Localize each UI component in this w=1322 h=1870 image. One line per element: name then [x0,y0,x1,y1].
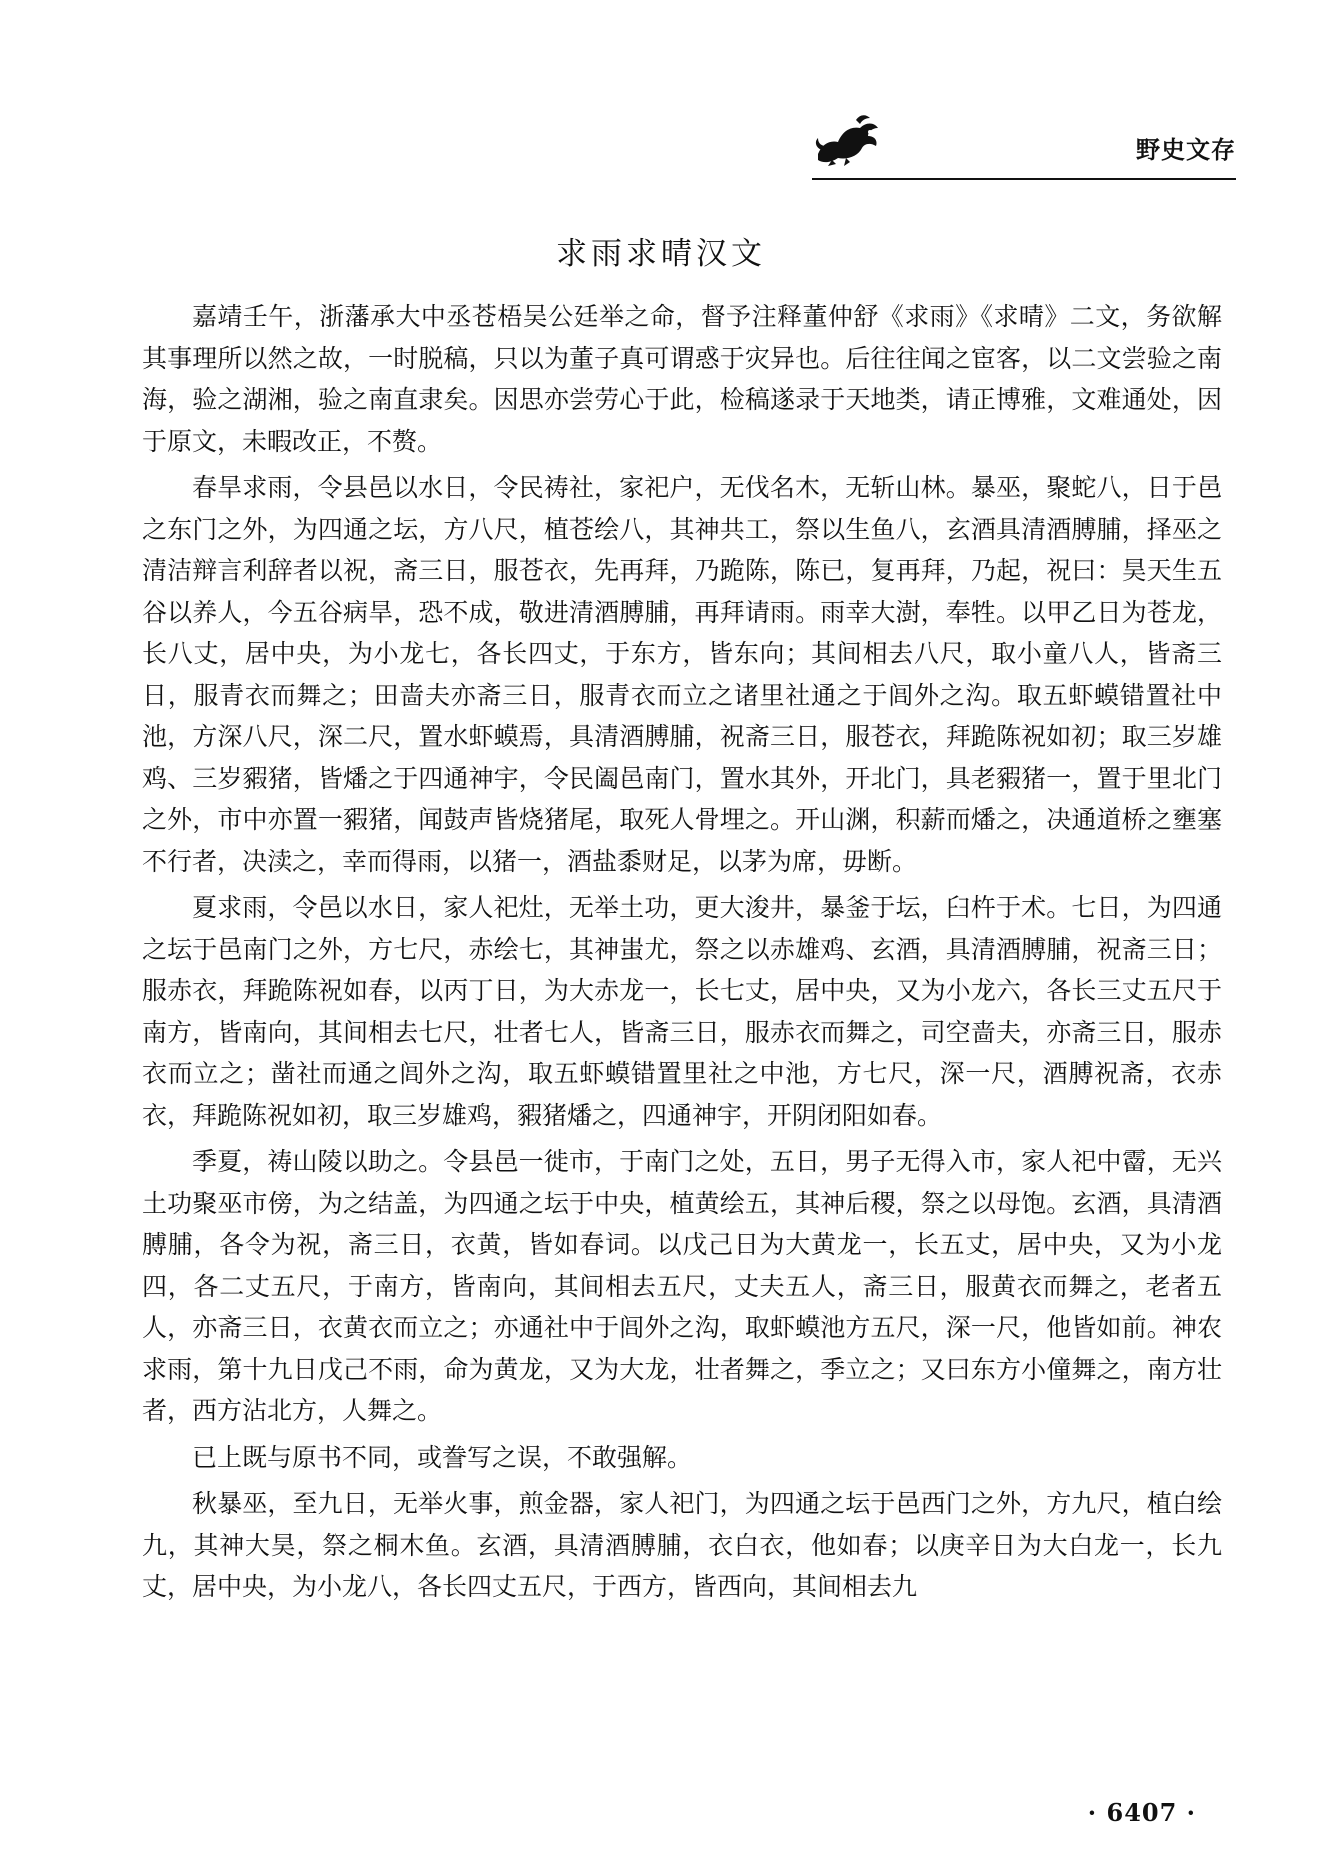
paragraph-spring: 春旱求雨，令县邑以水日，令民祷社，家祀户，无伐名木，无斩山林。暴巫，聚蛇八，日于邑之东门之外，为四通之坛，方八尺，植苍绘八，其神共工，祭以生鱼八，玄酒具清酒膊脯，择巫之清洁辩言利辞者以祝，斋三日，服苍衣，先再拜，乃跪陈，陈已，复再拜，乃起，祝曰：昊天生五谷以养人，今五谷病旱，恐不成，敬进清酒膊脯，再拜请雨。雨幸大澍，奉牲。以甲乙日为苍龙，长八丈，居中央，为小龙七，各长四丈，于东方，皆东向；其间相去八尺，取小童八人，皆斋三日，服青衣而舞之；田啬夫亦斋三日，服青衣而立之诸里社通之于闾外之沟。取五虾蟆错置社中池，方深八尺，深二尺，置水虾蟆焉，具清酒膊脯，祝斋三日，服苍衣，拜跪陈祝如初；取三岁雄鸡、三岁豭猪，皆燔之于四通神宇，令民阖邑南门，置水其外，开北门，具老豭猪一，置于里北门之外，市中亦置一豭猪，闻鼓声皆烧猪尾，取死人骨埋之。开山渊，积薪而燔之，决通道桥之壅塞不行者，决渎之，幸而得雨，以猪一，酒盐黍财足，以茅为席，毋断。 [142,473,1222,876]
article-body [142,296,1222,1613]
series-title: 野史文存 [1136,136,1236,164]
paragraph-intro: 嘉靖壬午，浙藩承大中丞苍梧吴公廷举之命，督予注释董仲舒《求雨》《求晴》二文，务欲解其事理所以然之故，一时脱稿，只以为董子真可谓惑于灾异也。后往往闻之宦客，以二文尝验之南海，验之湖湘，验之南直隶矣。因思亦尝劳心于此，检稿遂录于天地类，请正博雅，文难通处，因于原文，未暇改正，不赘。 [142,302,1222,456]
paragraph-autumn: 秋暴巫，至九日，无举火事，煎金器，家人祀门，为四通之坛于邑西门之外，方九尺，植白绘九，其神大昊，祭之桐木鱼。玄酒，具清酒膊脯，衣白衣，他如春；以庚辛日为大白龙一，长九丈，居中央，为小龙八，各长四丈五尺，于西方，皆西向，其间相去九 [142,1489,1222,1601]
paragraph-summer: 夏求雨，令邑以水日，家人祀灶，无举土功，更大浚井，暴釜于坛，臼杵于术。七日，为四通之坛于邑南门之外，方七尺，赤绘七，其神蚩尤，祭之以赤雄鸡、玄酒，具清酒膊脯，祝斋三日；服赤衣，拜跪陈祝如春，以丙丁日，为大赤龙一，长七丈，居中央，又为小龙六，各长三丈五尺于南方，皆南向，其间相去七尺，壮者七人，皆斋三日，服赤衣而舞之，司空啬夫，亦斋三日，服赤衣而立之；凿社而通之闾外之沟，取五虾蟆错置里社之中池，方七尺，深一尺，酒膊祝斋，衣赤衣，拜跪陈祝如初，取三岁雄鸡，豭猪燔之，四通神宇，开阴闭阳如春。 [142,893,1222,1130]
paragraph-late-summer: 季夏，祷山陵以助之。令县邑一徙市，于南门之处，五日，男子无得入市，家人祀中霤，无兴土功聚巫市傍，为之结盖，为四通之坛于中央，植黄绘五，其神后稷，祭之以母饱。玄酒，具清酒膊脯，各令为祝，斋三日，衣黄，皆如春词。以戊己日为大黄龙一，长五丈，居中央，又为小龙四，各二丈五尺，于南方，皆南向，其间相去五尺，丈夫五人，斋三日，服黄衣而舞之，老者五人，亦斋三日，衣黄衣而立之；亦通社中于闾外之沟，取虾蟆池方五尺，深一尺，他皆如前。神农求雨，第十九日戊己不雨，命为黄龙，又为大龙，壮者舞之，季立之；又曰东方小僮舞之，南方壮者，西方沾北方，人舞之。 [142,1147,1222,1425]
dragon-icon [812,110,882,168]
article-title: 求雨求晴汉文 [556,236,766,272]
page-number: · 6407 · [1087,1798,1196,1827]
paragraph-note: 已上既与原书不同，或誊写之误，不敢强解。 [192,1442,693,1472]
page-header [812,108,1236,180]
